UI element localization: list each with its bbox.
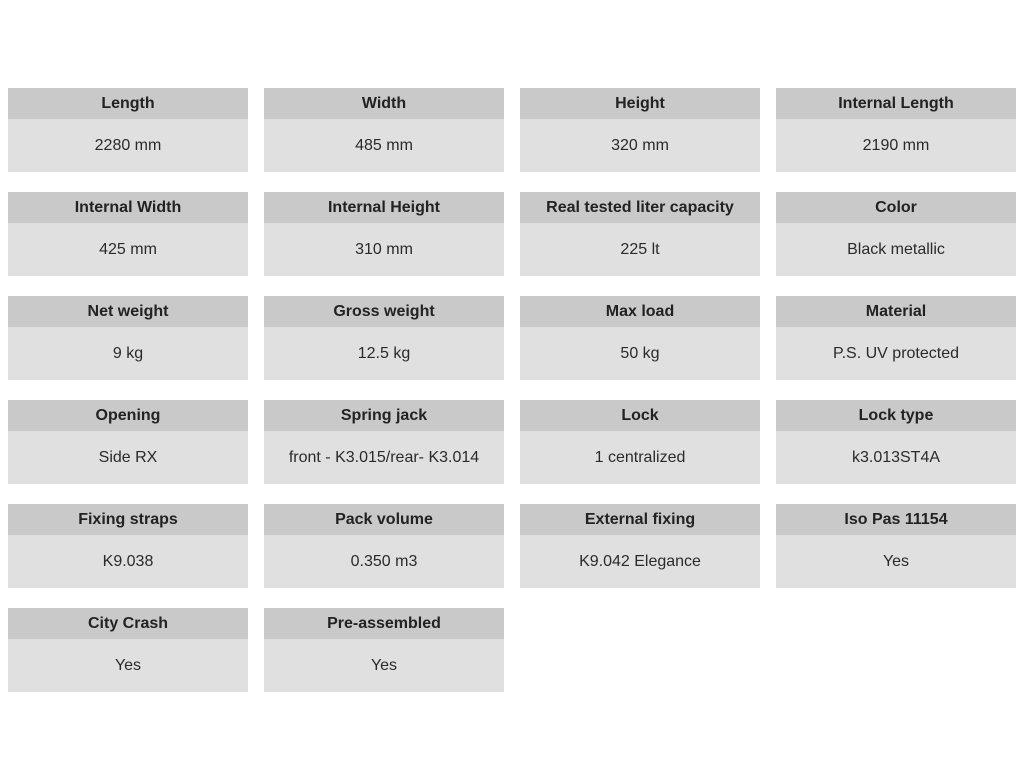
spec-card-net-weight (8, 296, 248, 380)
spec-value: Black metallic (776, 223, 1016, 276)
spec-card-external-fixing (520, 504, 760, 588)
spec-card-spring-jack (264, 400, 504, 484)
spec-card-pre-assembled (264, 608, 504, 692)
spec-card-capacity (520, 192, 760, 276)
spec-card-lock-type (776, 400, 1016, 484)
spec-card-iso-pas (776, 504, 1016, 588)
specs-grid (8, 88, 1016, 692)
spec-label: Length (8, 88, 248, 119)
spec-card-fixing-straps (8, 504, 248, 588)
spec-card-internal-length (776, 88, 1016, 172)
spec-value: 9 kg (8, 327, 248, 380)
spec-label: Internal Height (264, 192, 504, 223)
spec-value: front - K3.015/rear- K3.014 (264, 431, 504, 484)
spec-card-internal-height (264, 192, 504, 276)
spec-label: Width (264, 88, 504, 119)
spec-value: P.S. UV protected (776, 327, 1016, 380)
spec-card-max-load (520, 296, 760, 380)
spec-label: City Crash (8, 608, 248, 639)
spec-value: Yes (8, 639, 248, 692)
spec-label: Net weight (8, 296, 248, 327)
spec-card-gross-weight (264, 296, 504, 380)
spec-value: K9.042 Elegance (520, 535, 760, 588)
spec-label: Material (776, 296, 1016, 327)
spec-value: Side RX (8, 431, 248, 484)
spec-label: Fixing straps (8, 504, 248, 535)
spec-label: Max load (520, 296, 760, 327)
spec-label: Pre-assembled (264, 608, 504, 639)
spec-card-material (776, 296, 1016, 380)
spec-card-city-crash (8, 608, 248, 692)
spec-value: Yes (264, 639, 504, 692)
spec-label: Gross weight (264, 296, 504, 327)
spec-label: Opening (8, 400, 248, 431)
spec-label: Color (776, 192, 1016, 223)
spec-label: Pack volume (264, 504, 504, 535)
spec-value: 2190 mm (776, 119, 1016, 172)
spec-label: Iso Pas 11154 (776, 504, 1016, 535)
spec-value: 225 lt (520, 223, 760, 276)
spec-label: Real tested liter capacity (520, 192, 760, 223)
spec-value: 12.5 kg (264, 327, 504, 380)
spec-value: Yes (776, 535, 1016, 588)
spec-value: 50 kg (520, 327, 760, 380)
spec-card-pack-volume (264, 504, 504, 588)
spec-value: 310 mm (264, 223, 504, 276)
spec-value: 2280 mm (8, 119, 248, 172)
spec-card-width (264, 88, 504, 172)
spec-label: Lock (520, 400, 760, 431)
spec-label: Lock type (776, 400, 1016, 431)
spec-value: 425 mm (8, 223, 248, 276)
spec-card-opening (8, 400, 248, 484)
spec-card-internal-width (8, 192, 248, 276)
spec-value: 0.350 m3 (264, 535, 504, 588)
spec-value: k3.013ST4A (776, 431, 1016, 484)
spec-label: Height (520, 88, 760, 119)
spec-value: 1 centralized (520, 431, 760, 484)
spec-card-length (8, 88, 248, 172)
spec-value: 320 mm (520, 119, 760, 172)
spec-label: External fixing (520, 504, 760, 535)
spec-card-lock (520, 400, 760, 484)
spec-value: K9.038 (8, 535, 248, 588)
spec-label: Spring jack (264, 400, 504, 431)
spec-card-color (776, 192, 1016, 276)
spec-value: 485 mm (264, 119, 504, 172)
spec-label: Internal Length (776, 88, 1016, 119)
spec-label: Internal Width (8, 192, 248, 223)
spec-card-height (520, 88, 760, 172)
